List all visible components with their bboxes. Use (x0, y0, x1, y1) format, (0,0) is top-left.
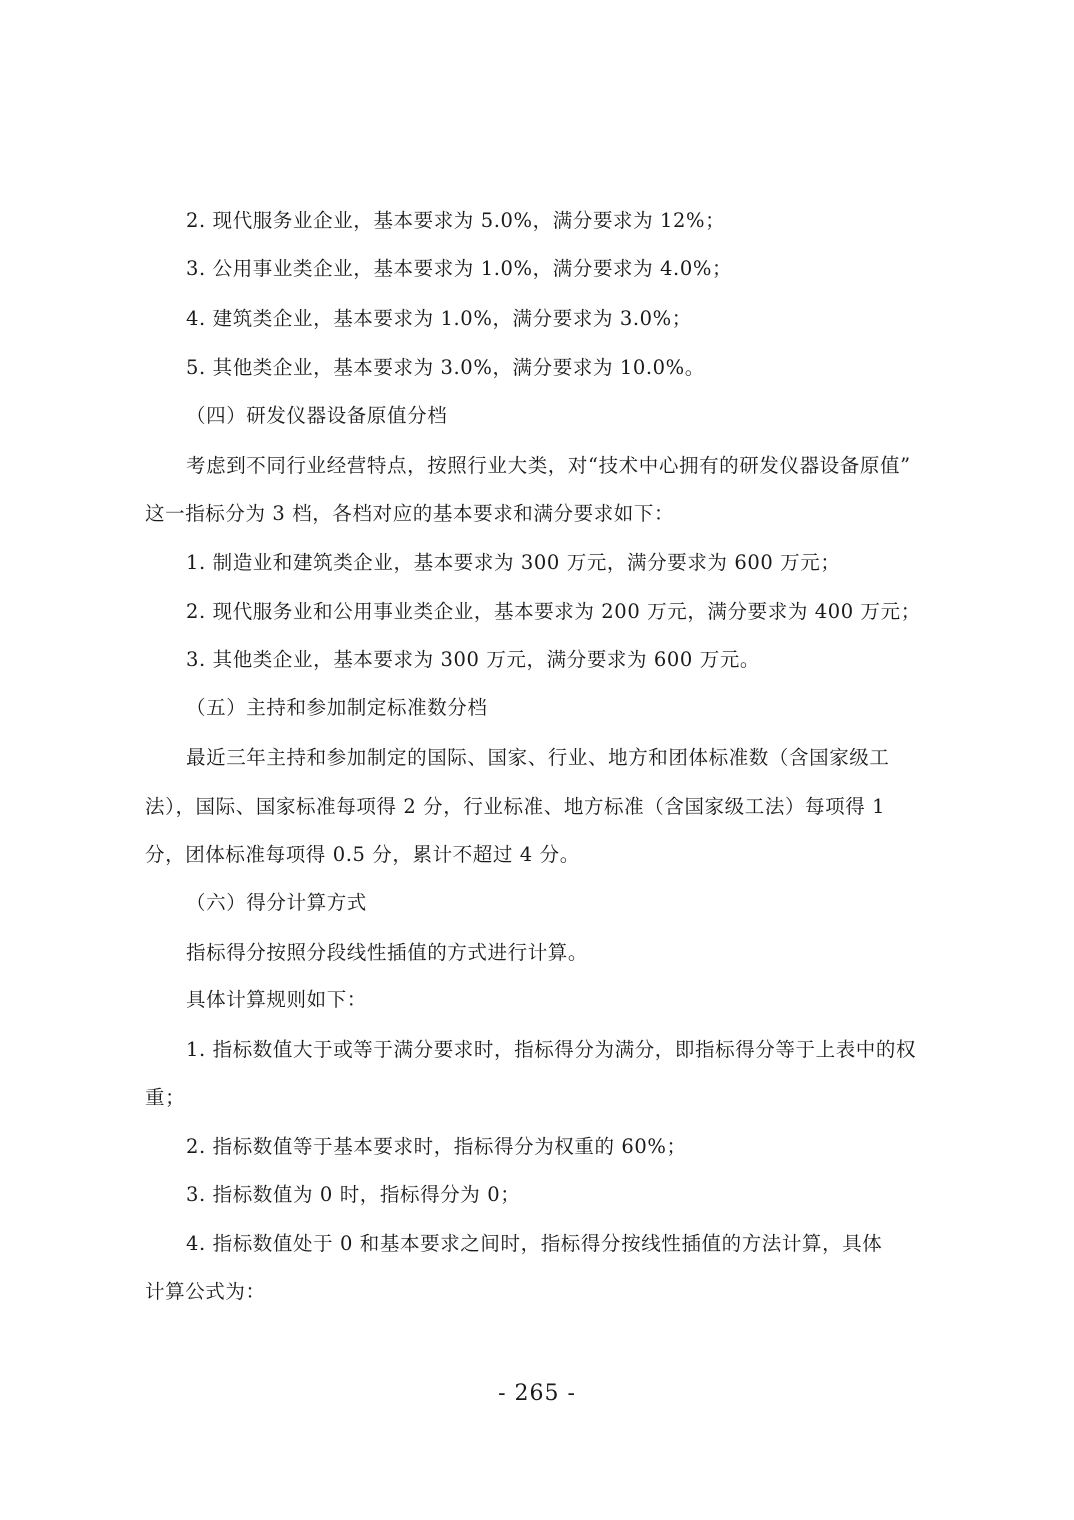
list-item-equipment-service: 2. 现代服务业和公用事业类企业，基本要求为 200 万元，满分要求为 400 万元； (186, 600, 921, 623)
list-item-modern-service: 2. 现代服务业企业，基本要求为 5.0%，满分要求为 12%； (186, 209, 726, 232)
paragraph-scoring-method: 指标得分按照分段线性插值的方式进行计算。 (186, 941, 589, 964)
list-item-rule-full: 1. 指标数值大于或等于满分要求时，指标得分为满分，即指标得分等于上表中的权 (186, 1038, 917, 1061)
list-item-construction: 4. 建筑类企业，基本要求为 1.0%，满分要求为 3.0%； (186, 307, 692, 330)
paragraph-standards-cont-2: 分，团体标准每项得 0.5 分，累计不超过 4 分。 (145, 843, 580, 866)
list-item-public-utility: 3. 公用事业类企业，基本要求为 1.0%，满分要求为 4.0%； (186, 257, 733, 280)
list-item-rule-interpolation-cont: 计算公式为： (145, 1280, 266, 1303)
page-number: - 265 - (498, 1381, 576, 1406)
paragraph-scoring-rules: 具体计算规则如下： (186, 988, 367, 1011)
paragraph-equipment-intro-cont: 这一指标分为 3 档，各档对应的基本要求和满分要求如下： (145, 502, 675, 525)
list-item-rule-interpolation: 4. 指标数值处于 0 和基本要求之间时，指标得分按线性插值的方法计算，具体 (186, 1232, 883, 1255)
paragraph-standards: 最近三年主持和参加制定的国际、国家、行业、地方和团体标准数（含国家级工 (186, 746, 890, 769)
list-item-rule-zero: 3. 指标数值为 0 时，指标得分为 0； (186, 1183, 521, 1206)
list-item-other: 5. 其他类企业，基本要求为 3.0%，满分要求为 10.0%。 (186, 356, 705, 379)
section-heading-standards: （五）主持和参加制定标准数分档 (186, 696, 488, 719)
section-heading-scoring: （六）得分计算方式 (186, 891, 367, 914)
list-item-equipment-manufacturing: 1. 制造业和建筑类企业，基本要求为 300 万元，满分要求为 600 万元； (186, 551, 841, 574)
section-heading-equipment: （四）研发仪器设备原值分档 (186, 404, 448, 427)
paragraph-standards-cont: 法），国际、国家标准每项得 2 分，行业标准、地方标准（含国家级工法）每项得 1 (145, 795, 886, 818)
list-item-rule-full-cont: 重； (145, 1086, 186, 1109)
paragraph-equipment-intro: 考虑到不同行业经营特点，按照行业大类，对“技术中心拥有的研发仪器设备原值” (186, 454, 911, 477)
list-item-equipment-other: 3. 其他类企业，基本要求为 300 万元，满分要求为 600 万元。 (186, 648, 761, 671)
list-item-rule-basic: 2. 指标数值等于基本要求时，指标得分为权重的 60%； (186, 1135, 687, 1158)
